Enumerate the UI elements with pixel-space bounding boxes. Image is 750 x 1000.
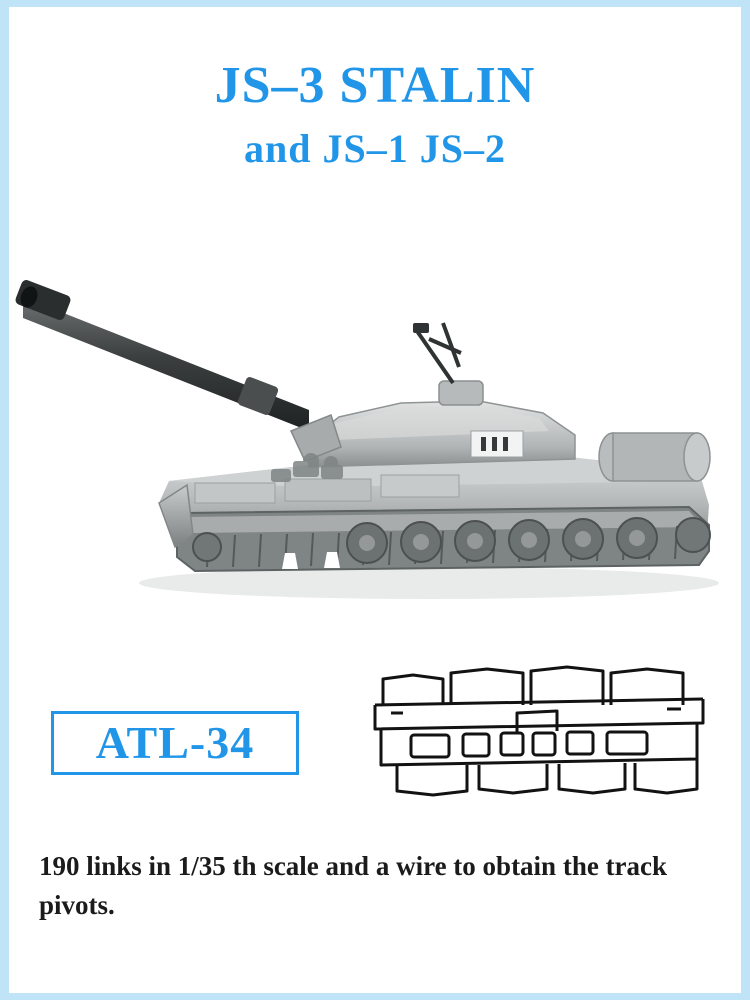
tank-photo: [9, 235, 741, 625]
turret: [291, 323, 575, 467]
track-assembly: [177, 507, 710, 571]
product-code-badge: [51, 711, 299, 775]
product-caption: 190 links in 1/35 th scale and a wire to obtain the track pivots.: [39, 851, 668, 921]
title-block: [9, 59, 741, 170]
gun-barrel: [14, 279, 309, 431]
product-code: ATL-34: [95, 717, 255, 768]
page-title: JS–3 STALIN: [214, 57, 536, 114]
track-link-diagram: [367, 649, 711, 819]
page-inner: [9, 7, 741, 993]
page-subtitle: and JS–1 JS–2: [244, 125, 506, 171]
